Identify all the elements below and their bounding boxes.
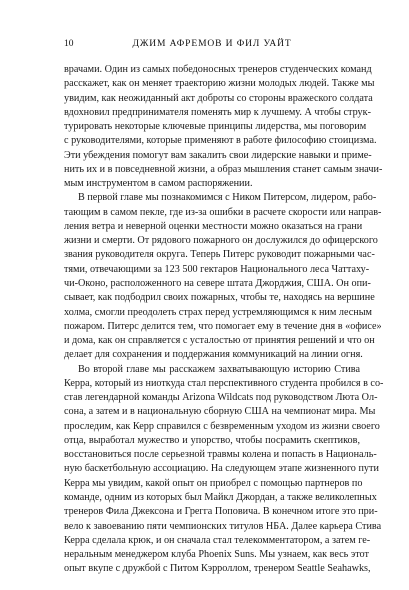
- text-line: восстановиться после серьезной травмы колена и попасть в Националь-: [64, 449, 377, 461]
- text-line: проследим, как Керр справился с безвременным уходом из жизни своего: [64, 420, 380, 432]
- text-line: врачами. Один из самых победоносных тренеров студенческих команд: [64, 64, 372, 75]
- text-line: тями, отвечающими за 123 500 гектаров Национального леса Чаттаху-: [64, 263, 370, 275]
- text-line: холма, смогли преодолеть страх перед устремляющимся к ним лесным: [64, 306, 372, 318]
- text-line: жизни и смерти. От рядового пожарного он дослужился до офицерского: [64, 235, 378, 247]
- text-line: чи-Оконо, расположенного на севере штата Джорджия, США. Он опи-: [64, 277, 371, 289]
- paragraph: [64, 191, 382, 362]
- page-header: [64, 39, 360, 53]
- text-line: и дома, как он справляется с усталостью от принятия решений и что он: [64, 335, 375, 347]
- text-line: В первой главе мы познакомимся с Ником Питерсом, лидером, рабо-: [78, 192, 377, 204]
- body-text: [64, 63, 384, 577]
- text-line: став легендарной команды Arizona Wildcats под руководством Люта Ол-: [64, 392, 378, 404]
- page-number: 10: [64, 39, 74, 49]
- paragraph: [64, 363, 384, 577]
- text-line: турировать некоторые ключевые принципы лидерства, мы поговорим: [64, 121, 367, 133]
- text-line: опыт вкупе с дружбой с Питом Кэрроллом, тренером Seattle Seahawks,: [64, 563, 371, 575]
- text-line: Керра мы увидим, какой опыт он приобрел с помощью партнеров по: [64, 477, 363, 489]
- text-line: Во второй главе мы расскажем захватывающую историю Стива: [78, 363, 360, 375]
- text-line: ную баскетбольную ассоциацию. На следующем этапе жизненного пути: [64, 463, 379, 475]
- text-line: сывает, как подбодрил своих пожарных, чтобы те, находясь на вершине: [64, 292, 375, 304]
- text-line: сона, а затем и в национальную сборную США на чемпионат мира. Мы: [64, 406, 376, 418]
- running-head: ДЖИМ АФРЕМОВ И ФИЛ УАЙТ: [132, 39, 292, 49]
- paragraph: [64, 63, 383, 191]
- text-line: ления ветра и неверной оценки местности можно оказаться на грани: [64, 220, 363, 232]
- text-line: нить их и в повседневной жизни, а образ мышления станет самым значи-: [64, 163, 383, 175]
- text-line: Керра, который из ниоткуда стал перспективного студента пробился в со-: [64, 377, 384, 389]
- text-line: мым инструментом в самом распоряжении.: [64, 178, 253, 190]
- text-line: Керра сделала крюк, и он сначала стал телекомментатором, а затем ге-: [64, 534, 371, 546]
- text-line: Эти убеждения помогут вам закалить свои лидерские навыки и приме-: [64, 149, 372, 161]
- text-line: с руководителями, которые применяют в работе философию стоицизма.: [64, 135, 377, 147]
- text-line: расскажет, как он меняет траекторию жизни молодых людей. Также мы: [64, 78, 375, 90]
- text-line: звания руководителя округа. Теперь Питерс руководит пожарными час-: [64, 249, 375, 261]
- text-line: вдохновил предпринимателя поменять мир к лучшему. А чтобы струк-: [64, 106, 371, 118]
- text-line: увидим, как неожиданный акт доброты со стороны вражеского солдата: [64, 92, 373, 104]
- text-line: вело к завоеванию пяти чемпионских титулов НБА. Далее карьера Стива: [64, 520, 382, 532]
- text-line: тренеров Фила Джексона и Грегга Поповича. В конечном итоге это при-: [64, 506, 378, 518]
- text-line: команде, одним из которых был Майкл Джордан, а также великолепных: [64, 491, 377, 503]
- text-line: тающим в самом пекле, где из-за ошибки в расчете скорости или направ-: [64, 206, 382, 218]
- text-line: неральным менеджером клуба Phoenix Suns. Мы узнаем, как весь этот: [64, 549, 369, 561]
- text-line: пожаром. Питерс делится тем, что помогает ему в течение дня в «офисе»: [64, 320, 382, 332]
- text-line: отца, выработал мужество и упорство, чтобы посрамить скептиков,: [64, 434, 360, 446]
- text-line: делает для сохранения и поддержания коммуникаций на линии огня.: [64, 349, 363, 361]
